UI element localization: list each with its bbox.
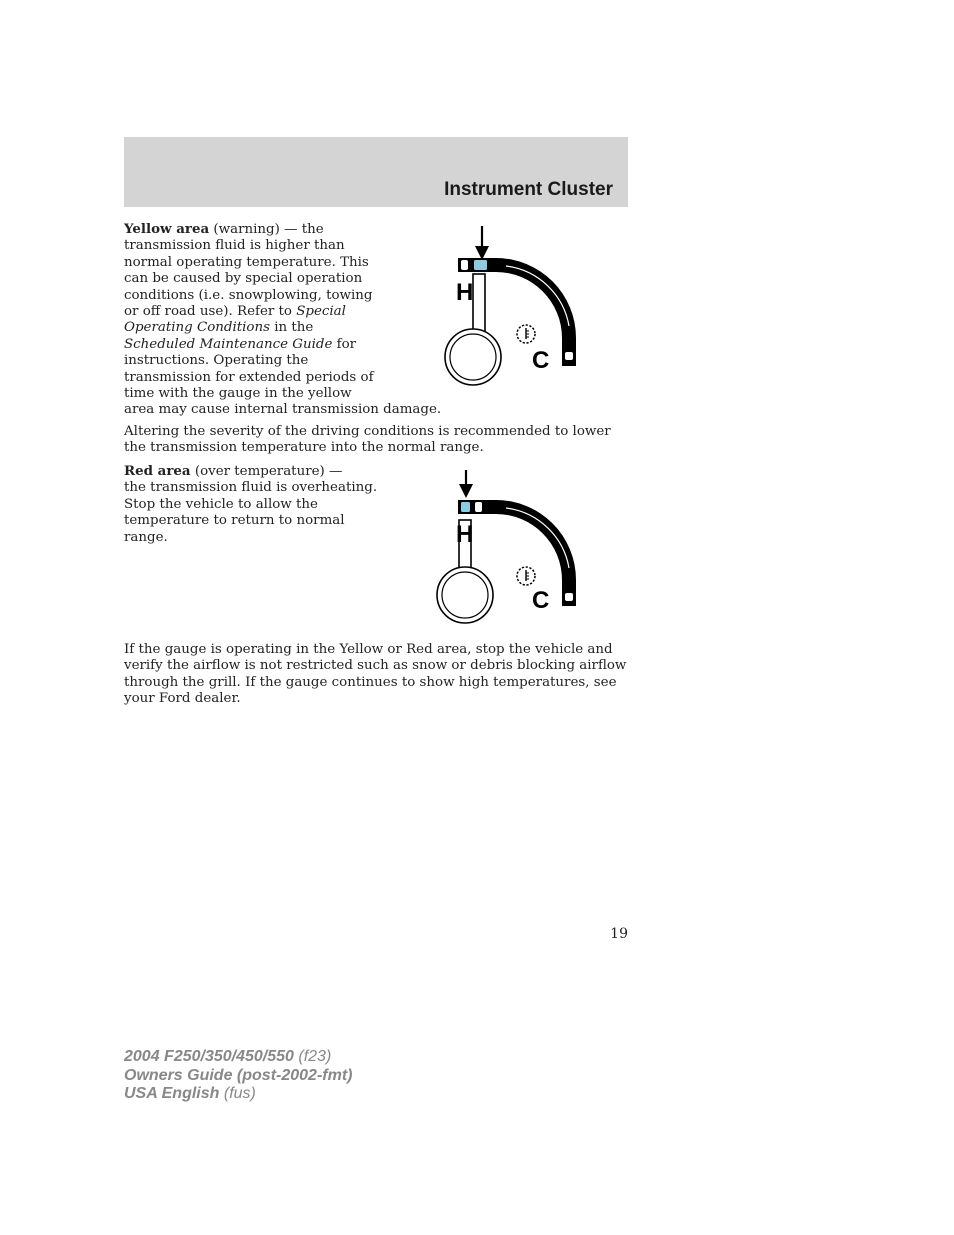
yellow-area-paragraph: Yellow area (warning) — the transmission fluid is higher than normal operating temperature. This can be caused by special operation conditions (i.e. snowplowing, towing or off road use). Refer to Special Operating Conditions in the Scheduled Maintenance Guide for instructions. Operating the transmission for extended periods of time with the gauge in the yellow area may cause internal transmission damage. xyxy=(124,221,442,418)
page-number: 19 xyxy=(610,926,628,942)
gauge-red-illustration xyxy=(436,466,586,636)
pointer-arrow-head xyxy=(475,246,489,260)
transmission-temperature-icon xyxy=(517,567,535,585)
gauge-segment-red xyxy=(461,260,468,270)
document-footer: 2004 F250/350/450/550 (f23) Owners Guide (post-2002-fmt) USA English (fus) xyxy=(124,1048,353,1102)
section-header-band xyxy=(124,137,628,207)
gauge-yellow-illustration xyxy=(436,222,586,392)
pointer-arrow-head xyxy=(459,484,473,498)
hot-label: H xyxy=(456,521,474,548)
needle-stem xyxy=(473,274,485,332)
needle-bulb-inner xyxy=(450,334,496,380)
gauge-segment-yellow xyxy=(475,502,482,512)
red-area-term: Red area xyxy=(124,463,191,479)
red-area-paragraph: Red area (over temperature) — the transmission fluid is overheating. Stop the vehicle to allow the temperature to return to normal range. xyxy=(124,463,378,545)
final-paragraph: If the gauge is operating in the Yellow or Red area, stop the vehicle and verify the airflow is not restricted such as snow or debris blocking airflow through the grill. If the gauge continues to show high temperatures, see your Ford dealer. xyxy=(124,642,627,707)
gauge-segment-cold xyxy=(565,352,573,360)
gauge-segment-cold xyxy=(565,593,573,601)
yellow-area-term: Yellow area xyxy=(124,221,210,237)
transmission-temperature-icon xyxy=(517,325,535,343)
cold-label: C xyxy=(532,587,550,614)
cold-label: C xyxy=(532,347,550,374)
section-title: Instrument Cluster xyxy=(444,179,613,200)
needle-bulb-inner xyxy=(442,572,488,618)
hot-label: H xyxy=(456,279,474,306)
gauge-segment-highlight xyxy=(461,502,470,512)
gauge-segment-highlight xyxy=(474,260,487,270)
altering-paragraph: Altering the severity of the driving conditions is recommended to lower the transmission temperature into the normal range. xyxy=(124,424,611,456)
